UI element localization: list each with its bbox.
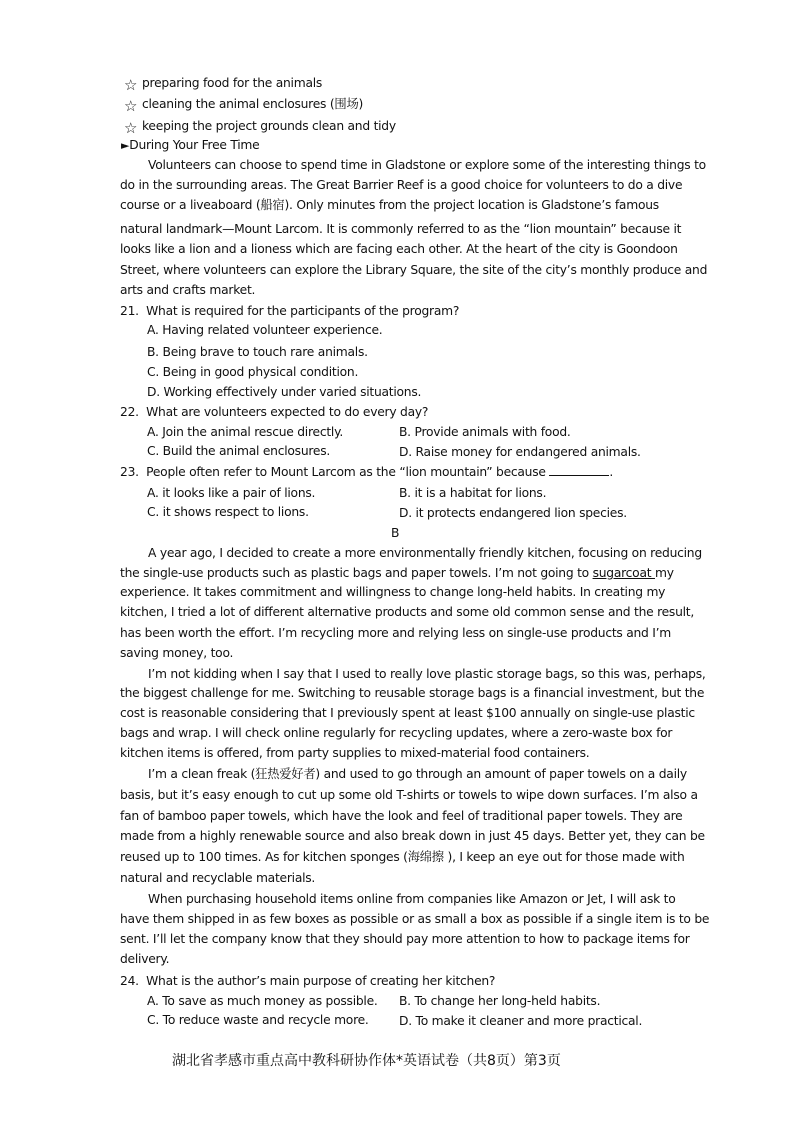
passage-line: I’m a clean freak (狂热爱好者) and used to go through an amount of paper towels on a daily [148,767,687,781]
star-outline-icon: ☆ [124,97,138,115]
passage-line: course or a liveaboard (船宿). Only minutes from the project location is Gladstone’s famous [120,198,659,212]
page-footer: 湖北省孝感市重点高中教科研协作体*英语试卷（共8页）第3页 [172,1053,561,1069]
option-b[interactable]: B. Being brave to touch rare animals. [147,345,368,359]
bullet-item: ☆ keeping the project grounds clean and tidy [124,119,396,137]
passage-line: When purchasing household items online from companies like Amazon or Jet, I will ask to [148,892,676,906]
triangle-right-icon: ► [121,139,130,152]
passage-line: kitchen, I tried a lot of different alternative products and some old common sense and the result, [120,605,695,619]
star-outline-icon: ☆ [124,76,138,94]
passage-line: A year ago, I decided to create a more environmentally friendly kitchen, focusing on reducing [148,546,702,560]
section-heading: ►During Your Free Time [121,138,260,152]
passage-line: natural and recyclable materials. [120,871,316,885]
option-a[interactable]: A. Join the animal rescue directly. [147,425,343,439]
option-d[interactable]: D. Raise money for endangered animals. [399,445,641,459]
passage-line: kitchen items is offered, from party supplies to mixed-material food containers. [120,746,590,760]
passage-line: sent. I’ll let the company know that they should pay more attention to how to package items for [120,932,690,946]
section-b-label: B [391,526,400,540]
passage-line: looks like a lion and a lioness which are facing each other. At the heart of the city is Goondoon [120,242,678,256]
bullet-item: ☆ cleaning the animal enclosures (围场) [124,97,364,115]
passage-line: cost is reasonable considering that I previously spent at least $100 annually on single-use plastic [120,706,695,720]
passage-line: reused up to 100 times. As for kitchen sponges (海绵擦 ), I keep an eye out for those made with [120,850,685,864]
answer-blank [549,464,609,476]
passage-line: has been worth the effort. I’m recycling more and relying less on single-use products and I’m [120,626,672,640]
bullet-item: ☆ preparing food for the animals [124,76,323,94]
passage-line: the single-use products such as plastic bags and paper towels. I’m not going to sugarcoat my [120,566,674,580]
passage-line: fan of bamboo paper towels, which have the look and feel of traditional paper towels. They are [120,809,683,823]
passage-line: Street, where volunteers can explore the Library Square, the site of the city’s monthly produce and [120,263,708,277]
passage-line: natural landmark—Mount Larcom. It is commonly referred to as the “lion mountain” because it [120,222,682,236]
passage-line: arts and crafts market. [120,283,256,297]
passage-line: I’m not kidding when I say that I used to really love plastic storage bags, so this was, perhaps, [148,667,706,681]
option-d[interactable]: D. Working effectively under varied situations. [147,385,422,399]
option-c[interactable]: C. Being in good physical condition. [147,365,359,379]
option-d[interactable]: D. it protects endangered lion species. [399,506,627,520]
option-a[interactable]: A. Having related volunteer experience. [147,323,383,337]
passage-line: saving money, too. [120,646,234,660]
passage-line: the biggest challenge for me. Switching to reusable storage bags is a financial investment, but the [120,686,705,700]
option-b[interactable]: B. To change her long-held habits. [399,994,601,1008]
passage-line: have them shipped in as few boxes as possible or as small a box as possible if a single item is to be [120,912,710,926]
question-stem: 21. What is required for the participants of the program? [120,304,460,318]
option-b[interactable]: B. it is a habitat for lions. [399,486,547,500]
question-stem: 22. What are volunteers expected to do every day? [120,405,429,419]
passage-line: delivery. [120,952,170,966]
option-d[interactable]: D. To make it cleaner and more practical. [399,1014,643,1028]
underlined-word: sugarcoat [592,566,655,580]
option-a[interactable]: A. it looks like a pair of lions. [147,486,316,500]
option-c[interactable]: C. To reduce waste and recycle more. [147,1013,369,1027]
passage-line: experience. It takes commitment and willingness to change long-held habits. In creating my [120,585,666,599]
option-c[interactable]: C. Build the animal enclosures. [147,444,331,458]
option-c[interactable]: C. it shows respect to lions. [147,505,309,519]
passage-line: do in the surrounding areas. The Great Barrier Reef is a good choice for volunteers to do a dive [120,178,683,192]
question-stem: 23. People often refer to Mount Larcom as the “lion mountain” because . [120,465,614,479]
option-a[interactable]: A. To save as much money as possible. [147,994,378,1008]
question-stem: 24. What is the author’s main purpose of creating her kitchen? [120,974,496,988]
passage-line: basis, but it’s easy enough to cut up some old T-shirts or towels to wipe down surfaces. I’m also a [120,788,698,802]
star-outline-icon: ☆ [124,119,138,137]
passage-line: made from a highly renewable source and also break down in just 45 days. Better yet, they can be [120,829,705,843]
option-b[interactable]: B. Provide animals with food. [399,425,571,439]
passage-line: bags and wrap. I will check online regularly for recycling updates, where a zero-waste box for [120,726,673,740]
passage-line: Volunteers can choose to spend time in Gladstone or explore some of the interesting things to [148,158,706,172]
